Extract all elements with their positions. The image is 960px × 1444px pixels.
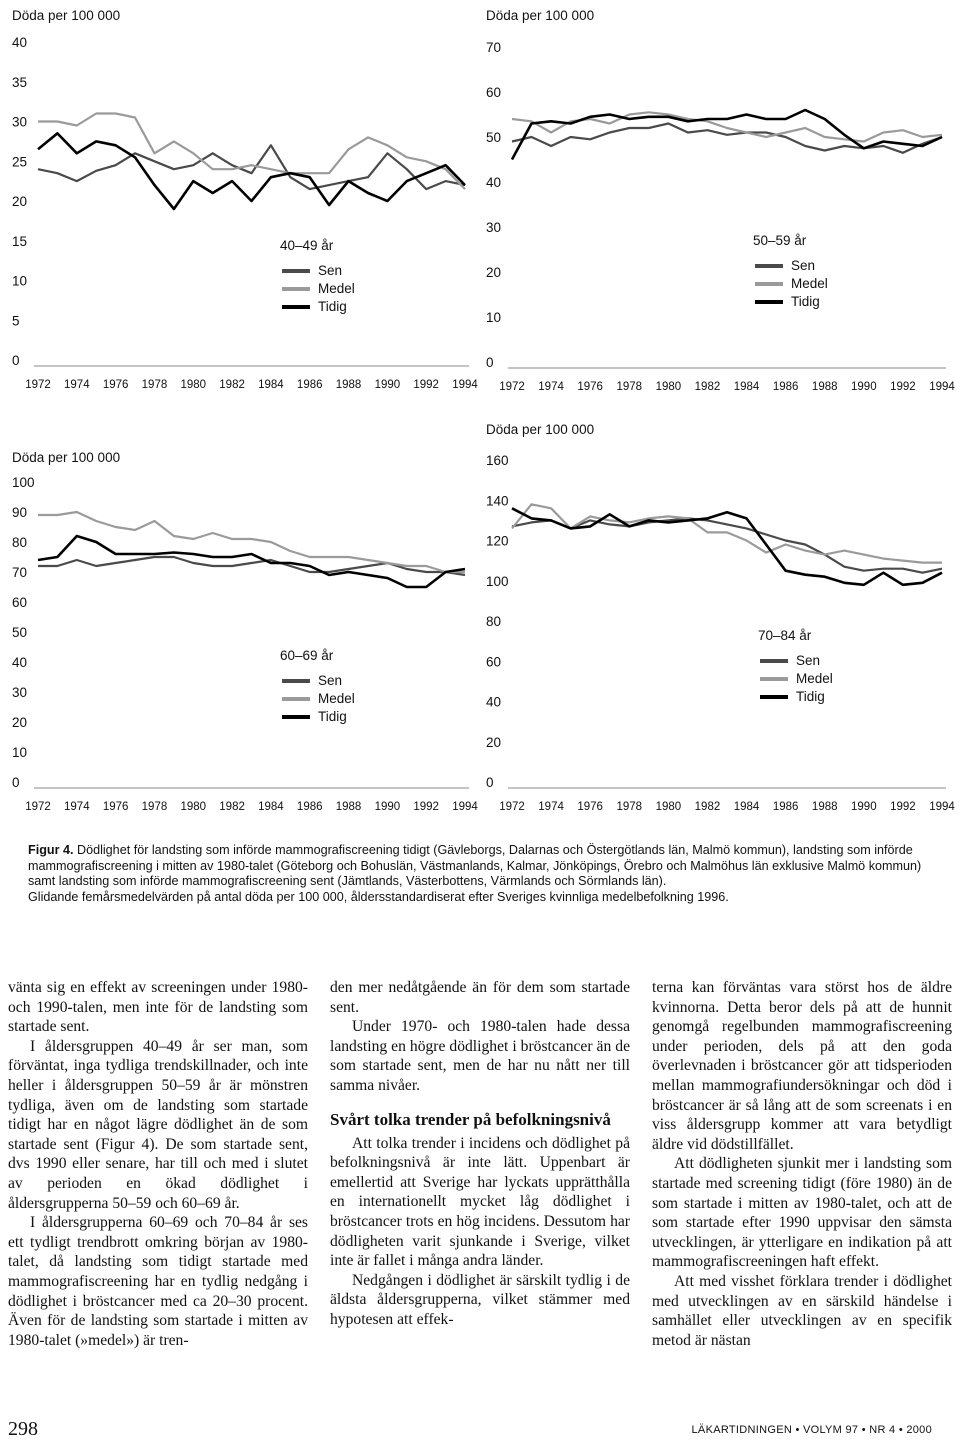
y-tick-label: 80 — [486, 614, 502, 629]
paragraph: vänta sig en effekt av screeningen under 1980- och 1990-talen, men inte för de landsting som startade sent. — [8, 979, 308, 1036]
legend-label-tidig: Tidig — [318, 709, 347, 724]
paragraph: I åldersgruppen 40–49 år ser man, som förväntat, inga tydliga trendskillnader, och inte heller i åldersgruppen 50–59 år är mönstren tydliga, även om de landsting som startade tidigt har en något lägre dödlighet än de som startade sent (Figur 4). De som startade sent, dvs 1990 eller senare, har till och med i slutet av perioden en ökad dödlighet i åldersgrupperna 50–59 och 60–69 år. — [8, 1037, 308, 1212]
section-heading: Svårt tolka trender på befolkningsnivå — [330, 1109, 611, 1129]
x-tick-label: 1986 — [772, 381, 799, 393]
chart-40-49 — [0, 0, 480, 400]
x-tick-label: 1972 — [499, 381, 525, 393]
y-tick-label: 10 — [12, 745, 28, 760]
y-tick-label: 100 — [486, 573, 509, 589]
x-tick-label: 1984 — [258, 379, 284, 391]
y-tick-label: 0 — [12, 775, 20, 790]
x-tick-label: 1990 — [374, 379, 401, 391]
x-tick-label: 1980 — [655, 381, 682, 393]
legend-title: 70–84 år — [758, 628, 812, 643]
x-tick-label: 1974 — [64, 379, 90, 391]
x-tick-label: 1974 — [64, 801, 90, 813]
x-tick-label: 1986 — [772, 801, 799, 813]
x-tick-label: 1990 — [851, 381, 877, 393]
x-tick-label: 1980 — [655, 801, 682, 813]
legend-label-medel: Medel — [796, 671, 833, 686]
caption-text-1: Dödlighet för landsting som införde mammografiscreening tidigt (Gävleborgs, Dalarnas och Östergötlands län, Malmö kommun), landsting som införde mammografiscreening i mitten av 1980-talet (Göteborg och Bohuslän, Västmanlands, Kalmar, Jönköpings, Örebro och Malmöhus län exklusive Malmö kommun) samt landsting som införde mammografiscreening sent (Jämtlands, Västerbottens, Värmlands och Sörmlands län). — [28, 843, 922, 889]
y-tick-label: 140 — [486, 493, 509, 509]
legend-label-sen: Sen — [318, 263, 343, 278]
y-tick-label: 40 — [486, 175, 502, 190]
x-tick-label: 1982 — [694, 801, 721, 813]
y-axis-label: Döda per 100 000 — [12, 8, 121, 23]
y-tick-label: 40 — [12, 35, 28, 50]
legend-label-tidig: Tidig — [791, 294, 820, 309]
x-tick-label: 1988 — [811, 801, 838, 813]
x-tick-label: 1976 — [577, 381, 603, 393]
y-tick-label: 70 — [12, 565, 28, 580]
x-tick-label: 1978 — [141, 801, 168, 813]
series-line-tidig — [38, 536, 465, 587]
paragraph: Nedgången i dödlighet är särskilt tydlig i de äldsta åldersgrupperna, vilket stämmer med hypotesen att effek- — [330, 1271, 630, 1328]
y-tick-label: 35 — [12, 74, 28, 90]
legend-label-tidig: Tidig — [318, 299, 347, 314]
x-tick-label: 1978 — [141, 379, 168, 391]
chart-70-84-svg — [480, 420, 960, 820]
y-tick-label: 0 — [486, 355, 494, 370]
y-tick-label: 40 — [486, 694, 502, 710]
x-tick-label: 1988 — [335, 801, 362, 813]
journal-footer: LÄKARTIDNINGEN • VOLYM 97 • NR 4 • 2000 — [691, 1424, 932, 1436]
y-tick-label: 90 — [12, 505, 28, 520]
x-tick-label: 1978 — [616, 801, 643, 813]
chart-70-84 — [480, 420, 960, 820]
y-tick-label: 30 — [12, 685, 28, 700]
x-tick-label: 1992 — [890, 801, 916, 813]
x-tick-label: 1976 — [102, 379, 129, 391]
legend-title: 40–49 år — [280, 238, 334, 253]
chart-60-69 — [0, 420, 480, 820]
series-line-medel — [38, 114, 465, 190]
x-tick-label: 1974 — [538, 801, 564, 813]
text-column-3 — [652, 978, 952, 1350]
y-tick-label: 30 — [12, 114, 28, 130]
series-line-tidig — [38, 133, 465, 209]
x-tick-label: 1972 — [499, 801, 525, 813]
chart-50-59-svg — [480, 0, 960, 400]
legend-label-tidig: Tidig — [796, 689, 825, 704]
x-tick-label: 1976 — [577, 801, 603, 813]
y-tick-label: 20 — [486, 265, 502, 280]
y-tick-label: 20 — [486, 734, 502, 750]
x-tick-label: 1992 — [890, 381, 916, 393]
x-tick-label: 1986 — [296, 379, 323, 391]
caption-text-2: Glidande femårsmedelvärden på antal döda per 100 000, åldersstandardiserat efter Sveriges kvinnliga medelbefolkning 1996. — [28, 889, 729, 904]
y-tick-label: 160 — [486, 453, 509, 468]
x-tick-label: 1980 — [180, 379, 207, 391]
paragraph: I åldersgrupperna 60–69 och 70–84 år ses ett tydligt trendbrott omkring början av 1980-talet, då landsting som tidigt startade med mammografiscreening har en tydlig nedgång i dödlighet i bröstcancer med ca 20–30 procent. Även för de landsting som startade i mitten av 1980-talet (»medel») är tren- — [8, 1214, 308, 1349]
x-tick-label: 1986 — [296, 801, 323, 813]
x-tick-label: 1982 — [219, 379, 245, 391]
paragraph: terna kan förväntas vara störst hos de äldre kvinnorna. Detta beror dels på att de hunnit genomgå regelbunden mammografiscreening under perioden, dels på att den goda överlevnaden i bröstcancer gör att tidsperioden mellan mammografiundersökningar och död i bröstcancer är så lång att de som screenats i en viss åldersgrupp kommer att vara betydligt äldre vid dödstillfället. — [652, 979, 952, 1153]
x-tick-label: 1988 — [335, 379, 362, 391]
y-tick-label: 15 — [12, 233, 28, 249]
y-axis-label: Döda per 100 000 — [486, 422, 595, 437]
figure-caption — [28, 843, 933, 905]
paragraph: Att med visshet förklara trender i dödlighet med utvecklingen av en särskild händelse i samhället eller utvecklingen av en specifik metod är nästan — [652, 1272, 952, 1349]
figure-label: Figur 4. — [28, 843, 74, 857]
y-tick-label: 0 — [486, 775, 494, 790]
x-tick-label: 1990 — [851, 801, 877, 813]
chart-50-59 — [480, 0, 960, 400]
y-tick-label: 80 — [12, 535, 28, 550]
x-tick-label: 1976 — [102, 801, 129, 813]
y-tick-label: 0 — [12, 353, 20, 368]
y-tick-label: 20 — [12, 715, 28, 730]
x-tick-label: 1994 — [929, 801, 955, 813]
x-tick-label: 1978 — [616, 381, 643, 393]
y-tick-label: 5 — [12, 313, 20, 329]
y-tick-label: 30 — [486, 220, 502, 235]
x-tick-label: 1984 — [733, 801, 760, 813]
y-tick-label: 10 — [12, 273, 28, 289]
legend-label-medel: Medel — [318, 691, 355, 706]
y-tick-label: 70 — [486, 40, 502, 55]
text-column-1 — [8, 978, 308, 1350]
y-tick-label: 50 — [486, 130, 502, 145]
chart-60-69-svg — [0, 420, 480, 820]
y-tick-label: 25 — [12, 154, 28, 170]
x-tick-label: 1992 — [413, 379, 439, 391]
x-tick-label: 1984 — [258, 801, 284, 813]
x-tick-label: 1984 — [733, 381, 760, 393]
legend-title: 60–69 år — [280, 648, 334, 663]
y-tick-label: 20 — [12, 194, 28, 209]
x-tick-label: 1988 — [811, 381, 838, 393]
y-tick-label: 120 — [486, 533, 509, 549]
y-tick-label: 60 — [486, 85, 502, 100]
paragraph: Att dödligheten sjunkit mer i landsting som startade med screening tidigt (före 1980) än de som startade i mitten av 1980-talet, och att de som startade efter 1990 uppvisar den sämsta utvecklingen, är ytterligare en indikation på att mammografiscreeningen haft effekt. — [652, 1155, 952, 1271]
y-tick-label: 10 — [486, 310, 502, 325]
x-tick-label: 1992 — [413, 801, 439, 813]
y-tick-label: 40 — [12, 655, 28, 670]
legend-label-medel: Medel — [318, 281, 355, 296]
series-line-sen — [38, 145, 465, 189]
x-tick-label: 1972 — [25, 801, 51, 813]
x-tick-label: 1982 — [694, 381, 721, 393]
paragraph: den mer nedåtgående än för dem som startade sent. — [330, 979, 630, 1016]
x-tick-label: 1994 — [452, 801, 478, 813]
legend-label-sen: Sen — [791, 258, 816, 273]
x-tick-label: 1974 — [538, 381, 564, 393]
chart-40-49-svg — [0, 0, 480, 400]
x-tick-label: 1972 — [25, 379, 51, 391]
y-tick-label: 60 — [486, 654, 502, 670]
y-tick-label: 50 — [12, 625, 28, 640]
paragraph: Under 1970- och 1980-talen hade dessa landsting en högre dödlighet i bröstcancer än de som startade sent, men de har nu nått ner till samma nivåer. — [330, 1018, 630, 1094]
legend-label-sen: Sen — [318, 673, 343, 688]
x-tick-label: 1980 — [180, 801, 207, 813]
x-tick-label: 1994 — [452, 379, 478, 391]
page-number: 298 — [8, 1418, 38, 1440]
y-tick-label: 60 — [12, 595, 28, 610]
paragraph: Att tolka trender i incidens och dödlighet på befolkningsnivå är inte lätt. Uppenbart är emellertid att Sverige har lyckats upprätthålla en internationellt mycket låg dödlighet i bröstcancer trots en hög incidens. Dessutom har dödligheten varit sjunkande i Sverige, vilket inte är fallet i många andra länder. — [330, 1134, 630, 1270]
text-column-2 — [330, 978, 630, 1330]
x-tick-label: 1982 — [219, 801, 245, 813]
y-tick-label: 100 — [12, 475, 35, 490]
x-tick-label: 1994 — [929, 381, 955, 393]
series-line-tidig — [512, 508, 942, 585]
x-tick-label: 1990 — [374, 801, 401, 813]
y-axis-label: Döda per 100 000 — [12, 450, 121, 465]
legend-label-sen: Sen — [796, 653, 821, 668]
legend-title: 50–59 år — [753, 233, 807, 248]
y-axis-label: Döda per 100 000 — [486, 8, 595, 23]
legend-label-medel: Medel — [791, 276, 828, 291]
